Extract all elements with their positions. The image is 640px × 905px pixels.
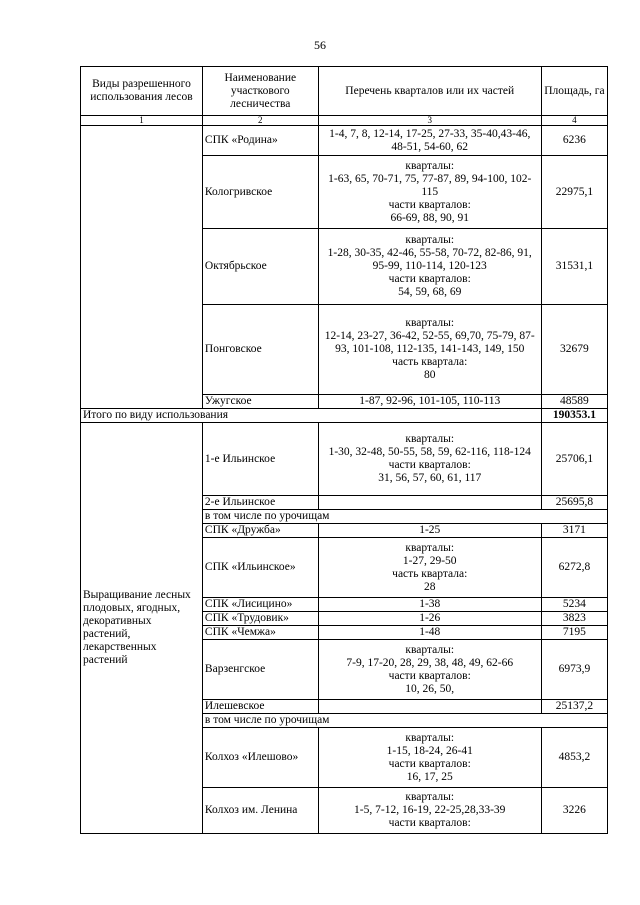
quarters-cell <box>318 788 541 834</box>
forestry-name: СПК «Родина» <box>202 126 318 156</box>
quarters-line: 1-48 <box>419 626 441 638</box>
quarters-line: 10, 26, 50, <box>405 682 455 695</box>
forestry-name: Илешевское <box>202 700 318 714</box>
area-value: 3823 <box>541 612 607 626</box>
area-value: 5234 <box>541 598 607 612</box>
quarters-line: 1-28, 30-35, 42-46, 55-58, 70-72, 82-86, 91, 95-99, 110-114, 120-123 <box>327 247 532 272</box>
area-value: 25137,2 <box>541 700 607 714</box>
quarters-cell <box>318 598 541 612</box>
quarters-line: 1-30, 32-48, 50-55, 58, 59, 62-116, 118-124 <box>328 446 531 458</box>
quarters-line: кварталы: <box>405 159 455 172</box>
column-number: 2 <box>202 116 318 126</box>
header-forestry-name: Наименование участкового лесничества <box>202 67 318 116</box>
quarters-line: кварталы: <box>405 643 455 656</box>
total-area: 190353.1 <box>541 409 607 423</box>
quarters-line: 1-15, 18-24, 26-41 <box>386 744 473 757</box>
forestry-name: СПК «Ильинское» <box>202 538 318 598</box>
total-label: Итого по виду использования <box>81 409 542 423</box>
header-row <box>81 67 608 116</box>
area-value: 6272,8 <box>541 538 607 598</box>
page-number: 56 <box>314 38 326 52</box>
quarters-line: части кварталов: <box>388 198 471 211</box>
quarters-line: 1-63, 65, 70-71, 75, 77-87, 89, 94-100, 102-115 <box>328 172 532 198</box>
quarters-line: 12-14, 23-27, 36-42, 52-55, 69,70, 75-79, 87-93, 101-108, 112-135, 141-143, 149, 150 <box>324 330 535 355</box>
area-value: 48589 <box>541 395 607 409</box>
area-value: 4853,2 <box>541 728 607 788</box>
area-value: 6236 <box>541 126 607 156</box>
quarters-line: части кварталов: <box>388 817 471 829</box>
quarters-cell <box>318 538 541 598</box>
quarters-line: 1-26 <box>419 612 441 624</box>
quarters-cell <box>318 626 541 640</box>
forestry-name: Понговское <box>202 305 318 395</box>
quarters-cell <box>318 612 541 626</box>
quarters-line: 1-5, 7-12, 16-19, 22-25,28,33-39 <box>354 804 506 816</box>
quarters-line: кварталы: <box>405 433 455 445</box>
usage-type-cell: Выращивание лесных плодовых, ягодных, декоративных растений, лекарственных растений <box>81 423 203 834</box>
forestry-name: СПК «Чемжа» <box>202 626 318 640</box>
forestry-name: 1-е Ильинское <box>202 423 318 496</box>
quarters-cell <box>318 126 541 156</box>
quarters-cell <box>318 423 541 496</box>
header-usage-type: Виды разрешенного использования лесов <box>81 67 203 116</box>
quarters-line: кварталы: <box>405 731 455 744</box>
quarters-line: 1-38 <box>419 598 441 610</box>
area-value: 32679 <box>541 305 607 395</box>
quarters-line: 1-87, 92-96, 101-105, 110-113 <box>359 395 501 407</box>
quarters-line: 80 <box>423 369 436 381</box>
quarters-line: 1-27, 29-50 <box>402 554 457 567</box>
quarters-line: 1-4, 7, 8, 12-14, 17-25, 27-33, 35-40,43-46, 48-51, 54-60, 62 <box>329 127 531 153</box>
forestry-name: Кологривское <box>202 156 318 229</box>
forestry-name: Колхоз «Илешово» <box>202 728 318 788</box>
table-row <box>81 423 608 496</box>
forestry-name: СПК «Дружба» <box>202 524 318 538</box>
quarters-line: 16, 17, 25 <box>406 770 453 783</box>
quarters-cell <box>318 728 541 788</box>
quarters-line: части кварталов: <box>388 757 471 770</box>
area-value: 7195 <box>541 626 607 640</box>
quarters-line: 7-9, 17-20, 28, 29, 38, 48, 49, 62-66 <box>346 656 514 669</box>
table-row <box>81 126 608 156</box>
total-row <box>81 409 608 423</box>
subheader-label: в том числе по урочищам <box>202 714 607 728</box>
quarters-line: 1-25 <box>419 524 441 536</box>
forestry-name: Октябрьское <box>202 229 318 305</box>
quarters-line: части кварталов: <box>388 669 471 682</box>
quarters-line: 66-69, 88, 90, 91 <box>390 211 470 224</box>
quarters-cell <box>318 229 541 305</box>
quarters-cell <box>318 395 541 409</box>
quarters-line: части кварталов: <box>388 273 471 285</box>
quarters-line: 54, 59, 68, 69 <box>398 286 462 298</box>
area-value: 25695,8 <box>541 496 607 510</box>
forestry-name: 2-е Ильинское <box>202 496 318 510</box>
area-value: 31531,1 <box>541 229 607 305</box>
quarters-cell <box>318 305 541 395</box>
quarters-cell <box>318 156 541 229</box>
quarters-cell-empty <box>318 700 541 714</box>
area-value: 3171 <box>541 524 607 538</box>
forestry-name: СПК «Трудовик» <box>202 612 318 626</box>
quarters-line: часть квартала: <box>392 356 468 368</box>
forestry-name: Колхоз им. Ленина <box>202 788 318 834</box>
quarters-line: кварталы: <box>405 541 455 554</box>
subheader-label: в том числе по урочищам <box>202 510 607 524</box>
column-number: 1 <box>81 116 203 126</box>
header-quarters-list: Перечень кварталов или их частей <box>318 67 541 116</box>
forestry-name: СПК «Лисицино» <box>202 598 318 612</box>
quarters-line: 28 <box>423 580 436 593</box>
quarters-line: кварталы: <box>405 317 455 329</box>
forestry-name: Ужугское <box>202 395 318 409</box>
forestry-name: Варзенгское <box>202 640 318 700</box>
quarters-line: кварталы: <box>405 234 455 246</box>
header-area: Площадь, га <box>541 67 607 116</box>
quarters-line: 31, 56, 57, 60, 61, 117 <box>378 472 482 484</box>
quarters-cell <box>318 640 541 700</box>
quarters-line: часть квартала: <box>392 567 468 580</box>
column-number: 3 <box>318 116 541 126</box>
column-number-row <box>81 116 608 126</box>
area-value: 25706,1 <box>541 423 607 496</box>
quarters-line: части кварталов: <box>388 459 471 471</box>
quarters-cell-empty <box>318 496 541 510</box>
area-value: 3226 <box>541 788 607 834</box>
area-value: 6973,9 <box>541 640 607 700</box>
usage-type-cell-empty <box>81 126 203 409</box>
column-number: 4 <box>541 116 607 126</box>
area-value: 22975,1 <box>541 156 607 229</box>
forest-usage-table <box>80 66 608 834</box>
quarters-cell <box>318 524 541 538</box>
quarters-line: кварталы: <box>405 791 455 803</box>
